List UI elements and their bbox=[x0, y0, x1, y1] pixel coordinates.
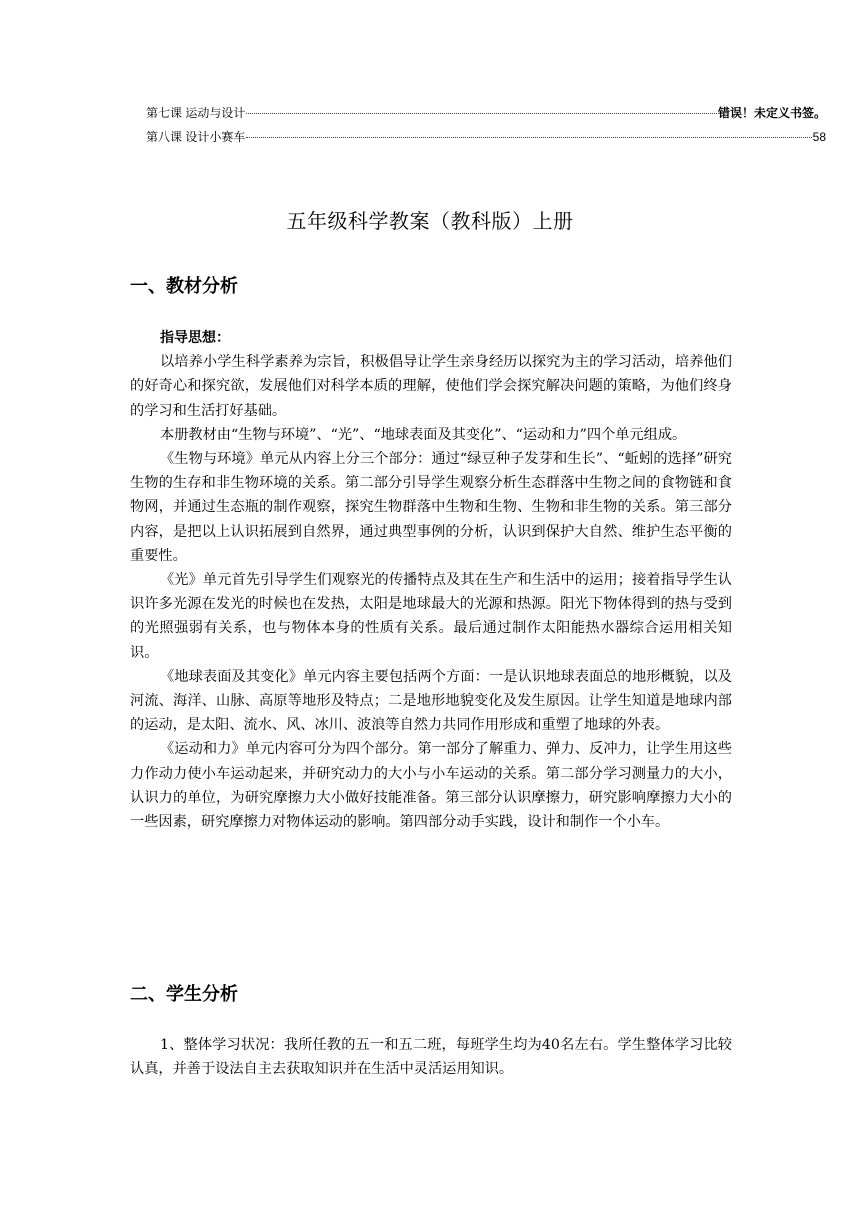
table-of-contents bbox=[146, 104, 826, 152]
section-heading: 一、教材分析 bbox=[130, 276, 238, 297]
paragraph: 以培养小学生科学素养为宗旨，积极倡导让学生亲身经历以探究为主的学习活动，培养他们的好奇心和探究欲，发展他们对科学本质的理解，使他们学会探究解决问题的策略，为他们终身的学习和生活打好基础。 bbox=[130, 354, 732, 419]
document-title: 五年级科学教案（教科版）上册 bbox=[286, 209, 574, 233]
toc-entry-label: 第七课 运动与设计 bbox=[146, 106, 246, 120]
toc-entry-page: 58 bbox=[812, 130, 826, 144]
toc-entry[interactable] bbox=[146, 128, 826, 152]
section-heading: 二、学生分析 bbox=[130, 984, 238, 1005]
section-body bbox=[130, 1033, 732, 1081]
toc-dot-leader bbox=[246, 136, 811, 138]
paragraph: 《地球表面及其变化》单元内容主要包括两个方面：一是认识地球表面总的地形概貌，以及河流、海洋、山脉、高原等地形及特点；二是地形地貌变化及发生原因。让学生知道是地球内部的运动，是太阳、流水、风、冰川、波浪等自然力共同作用形成和重塑了地球的外表。 bbox=[130, 668, 732, 734]
toc-entry-page: 错误！未定义书签。 bbox=[717, 106, 826, 120]
paragraph: 《生物与环境》单元从内容上分三个部分：通过“绿豆种子发芽和生长”、“蚯蚓的选择”研究生物的生存和非生物环境的关系。第二部分引导学生观察分析生态群落中生物之间的食物链和食物网，并通过生态瓶的制作观察，探究生物群落中生物和生物、生物和非生物的关系。第三部分内容，是把以上认识拓展到自然界，通过典型事例的分析，认识到保护大自然、维护生态平衡的重要性。 bbox=[130, 451, 732, 564]
paragraph: 《光》单元首先引导学生们观察光的传播特点及其在生产和生活中的运用；接着指导学生认识许多光源在发光的时候也在发热，太阳是地球最大的光源和热源。阳光下物体得到的热与受到的光照强弱有关系，也与物体本身的性质有关系。最后通过制作太阳能热水器综合运用相关知识。 bbox=[130, 572, 732, 661]
toc-dot-leader bbox=[246, 112, 717, 114]
section-body bbox=[130, 326, 732, 834]
paragraph: 本册教材由“生物与环境”、“光”、“地球表面及其变化”、“运动和力”四个单元组成。 bbox=[160, 426, 687, 443]
paragraph: 《运动和力》单元内容可分为四个部分。第一部分了解重力、弹力、反冲力，让学生用这些力作动力使小车运动起来，并研究动力的大小与小车运动的关系。第二部分学习测量力的大小，认识力的单位，为研究摩擦力大小做好技能准备。第三部分认识摩擦力，研究影响摩擦力大小的一些因素，研究摩擦力对物体运动的影响。第四部分动手实践，设计和制作一个小车。 bbox=[130, 741, 732, 831]
paragraph: 1、整体学习状况：我所任教的五一和五二班，每班学生均为40名左右。学生整体学习比较认真，并善于设法自主去获取知识并在生活中灵活运用知识。 bbox=[130, 1037, 732, 1078]
toc-entry[interactable] bbox=[146, 104, 826, 128]
toc-entry-label: 第八课 设计小赛车 bbox=[146, 130, 246, 144]
subheading: 指导思想： bbox=[160, 330, 230, 346]
